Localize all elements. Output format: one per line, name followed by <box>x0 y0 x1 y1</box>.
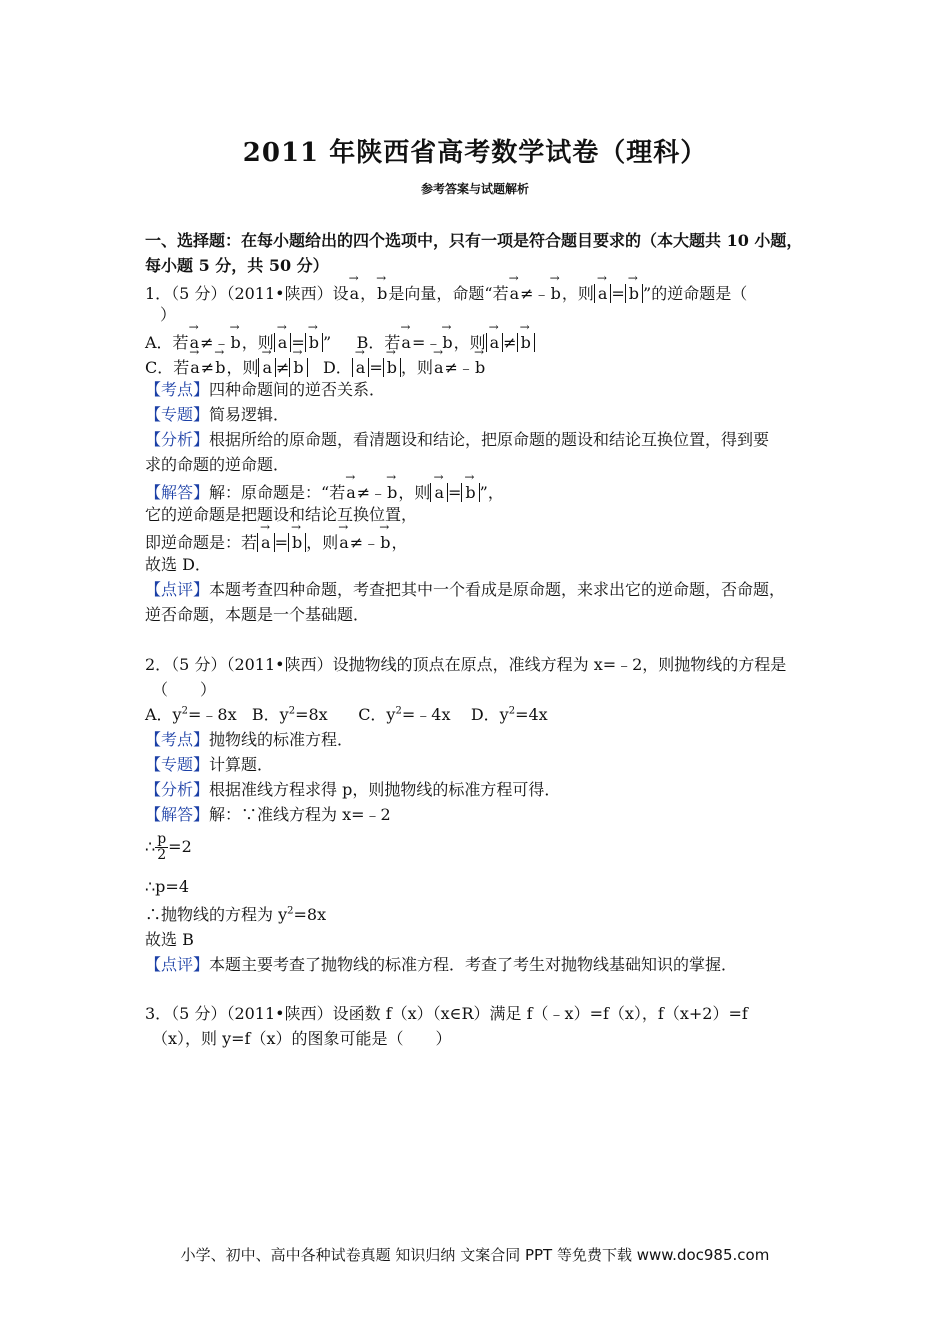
q1-option-a: A．若→ a≠﹣→ b，则→ a =→ b ” <box>145 333 331 352</box>
q2-option-b: B．$y^2=8x$ <box>251 705 328 724</box>
section-heading-cont: 每小题 5 分，共 50 分） <box>145 256 329 275</box>
q1-option-b: B．若→ a=﹣→ b，则→ a ≠→ b <box>357 333 535 352</box>
q1-dianping-cont: 逆否命题，本题是一个基础题． <box>145 605 370 624</box>
q1-fenxi-cont: 求的命题的逆命题． <box>145 455 290 474</box>
q2-fenxi: 【分析】根据准线方程求得 p，则抛物线的标准方程可得． <box>145 780 561 799</box>
q2-option-a: A．$y^2=﹣8x$ <box>145 705 237 724</box>
q1-dianping: 【点评】本题考查四种命题，考查把其中一个看成是原命题，来求出它的逆命题，否命题， <box>145 580 786 599</box>
q2-kaodian: 【考点】抛物线的标准方程． <box>145 730 354 749</box>
q1-jieda-line3: 即逆命题是：若→ a =→ b ，则→ a≠﹣→ b， <box>145 527 407 553</box>
q1-answer: 故选 D． <box>145 555 211 574</box>
q1-jieda: 【解答】解：原命题是：“若→ a≠﹣→ b，则→ a =→ b ”， <box>145 477 504 503</box>
q2-stem: 2．（5 分）（2011•陕西）设抛物线的顶点在原点，准线方程为 x=﹣2，则抛物线的方程是 <box>145 655 787 674</box>
q2-option-c: C．$y^2=﹣4x$ <box>358 705 451 724</box>
q2-jieda: 【解答】解：∵准线方程为 x=﹣2 <box>145 805 391 824</box>
q3-stem-cont: （x），则 y=f（x）的图象可能是（ ） <box>152 1029 452 1048</box>
q2-stem-cont: （ ） <box>152 680 217 699</box>
footer-text: 小学、初中、高中各种试卷真题 知识归纳 文案合同 PPT 等免费下载 www.doc985.com <box>180 1246 770 1264</box>
q2-answer: 故选 B <box>145 930 194 949</box>
page-title: 2011 年陕西省高考数学试卷（理科） <box>242 138 708 168</box>
q2-options <box>145 702 548 725</box>
q1-option-d: D．→ a =→ b ，则→ a≠﹣→ b <box>323 358 486 377</box>
fraction: $\frac{p}{2}$ <box>157 831 167 863</box>
q2-dianping: 【点评】本题主要考查了抛物线的标准方程．考查了考生对抛物线基础知识的掌握． <box>145 955 738 974</box>
q1-stem-close: ） <box>160 305 177 324</box>
vector-a: → a <box>350 278 360 303</box>
q2-step1: ∴ $\frac{p}{2}$ =2 <box>145 831 192 863</box>
q1-options-cd <box>145 352 486 378</box>
vector-b: → b <box>377 278 387 303</box>
q2-step3: ∴抛物线的方程为 $y^2=8x$ <box>145 905 327 924</box>
q2-option-d: D．$y^2=4x$ <box>470 705 548 724</box>
q1-zhuanti: 【专题】简易逻辑． <box>145 405 290 424</box>
q1-stem: 1．（5 分）（2011•陕西）设→ a，→ b是向量，命题“若→ a≠﹣→ b，则→ a =→ b ”的逆命题是（ <box>145 278 747 304</box>
section-heading: 一、选择题：在每小题给出的四个选项中，只有一项是符合题目要求的（本大题共 10 小题， <box>145 231 803 250</box>
q1-kaodian: 【考点】四种命题间的逆否关系． <box>145 380 386 399</box>
page-subtitle: 参考答案与试题解析 <box>420 182 529 196</box>
q2-zhuanti: 【专题】计算题． <box>145 755 274 774</box>
q1-option-c: C．若→ a≠→ b，则→ a ≠→ b <box>145 358 308 377</box>
q1-fenxi: 【分析】根据所给的原命题，看清题设和结论，把原命题的题设和结论互换位置，得到要 <box>145 430 770 449</box>
q2-step2: ∴p=4 <box>145 877 190 896</box>
q3-stem: 3．（5 分）（2011•陕西）设函数 f（x）（x∈R）满足 f（﹣x）=f（x），f（x+2）=f <box>145 1004 748 1023</box>
q1-jieda-line2: 它的逆命题是把题设和结论互换位置， <box>145 505 418 524</box>
